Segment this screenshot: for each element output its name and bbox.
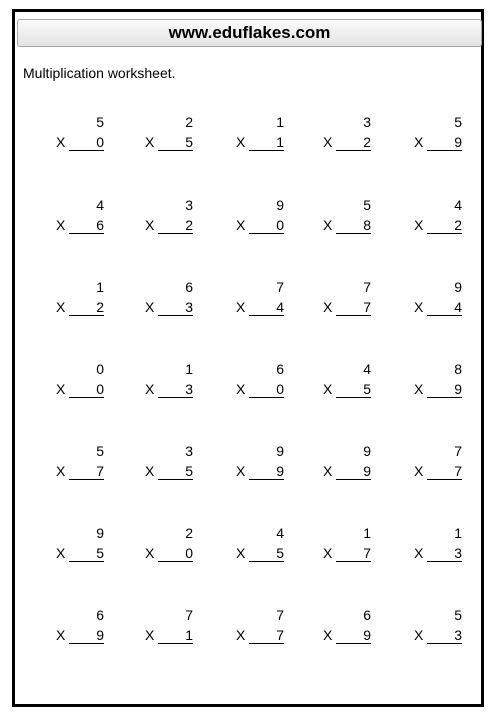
multiplication-problem	[56, 197, 104, 233]
answer-line	[69, 479, 104, 480]
multiplicand: 6	[276, 361, 284, 377]
multiplier: 2	[96, 299, 104, 315]
multiplier: 6	[96, 217, 104, 233]
answer-line	[158, 479, 193, 480]
multiplication-problem	[145, 361, 193, 397]
answer-line	[249, 643, 284, 644]
multiplier: 1	[276, 134, 284, 150]
multiplicand: 5	[96, 443, 104, 459]
answer-line	[69, 315, 104, 316]
multiply-sign: X	[236, 627, 246, 643]
answer-line	[158, 397, 193, 398]
multiplicand: 7	[363, 279, 371, 295]
answer-line	[69, 150, 104, 151]
multiplier: 7	[454, 463, 462, 479]
answer-line	[427, 233, 462, 234]
answer-line	[336, 479, 371, 480]
multiply-sign: X	[145, 217, 155, 233]
multiplication-problem	[236, 279, 284, 315]
answer-line	[69, 233, 104, 234]
site-header: www.eduflakes.com	[17, 19, 482, 47]
multiplication-problem	[414, 443, 462, 479]
multiplication-problem	[236, 607, 284, 643]
multiplier: 2	[363, 134, 371, 150]
multiplier: 3	[185, 299, 193, 315]
answer-line	[158, 233, 193, 234]
multiplication-problem	[145, 197, 193, 233]
multiplication-problem	[414, 525, 462, 561]
multiply-sign: X	[56, 299, 66, 315]
multiplication-problem	[236, 361, 284, 397]
multiply-sign: X	[414, 463, 424, 479]
multiplier: 3	[454, 627, 462, 643]
answer-line	[336, 397, 371, 398]
answer-line	[249, 397, 284, 398]
multiplicand: 0	[96, 361, 104, 377]
multiplicand: 5	[454, 607, 462, 623]
multiplicand: 2	[185, 114, 193, 130]
multiplication-problem	[236, 443, 284, 479]
multiplication-problem	[414, 361, 462, 397]
multiplier: 0	[276, 217, 284, 233]
multiplier: 9	[96, 627, 104, 643]
multiply-sign: X	[56, 545, 66, 561]
multiplier: 7	[96, 463, 104, 479]
multiplier: 7	[276, 627, 284, 643]
multiplication-problem	[56, 525, 104, 561]
multiplicand: 9	[276, 197, 284, 213]
answer-line	[427, 643, 462, 644]
multiply-sign: X	[323, 134, 333, 150]
multiply-sign: X	[236, 463, 246, 479]
multiply-sign: X	[414, 381, 424, 397]
answer-line	[427, 561, 462, 562]
multiplicand: 5	[454, 114, 462, 130]
multiply-sign: X	[323, 627, 333, 643]
multiply-sign: X	[323, 217, 333, 233]
multiplication-problem	[56, 443, 104, 479]
answer-line	[427, 479, 462, 480]
multiplicand: 1	[96, 279, 104, 295]
answer-line	[249, 315, 284, 316]
multiplier: 5	[96, 545, 104, 561]
multiplication-problem	[414, 197, 462, 233]
multiply-sign: X	[323, 545, 333, 561]
multiply-sign: X	[236, 299, 246, 315]
multiplicand: 4	[96, 197, 104, 213]
multiplication-problem	[323, 607, 371, 643]
multiply-sign: X	[145, 627, 155, 643]
multiplier: 2	[454, 217, 462, 233]
multiplier: 7	[363, 299, 371, 315]
multiplication-problem	[145, 279, 193, 315]
answer-line	[158, 315, 193, 316]
multiply-sign: X	[414, 627, 424, 643]
multiplier: 9	[454, 381, 462, 397]
multiplicand: 9	[96, 525, 104, 541]
multiplication-problem	[323, 279, 371, 315]
multiply-sign: X	[56, 627, 66, 643]
multiply-sign: X	[236, 381, 246, 397]
multiplicand: 5	[363, 197, 371, 213]
multiply-sign: X	[414, 299, 424, 315]
multiplier: 4	[276, 299, 284, 315]
answer-line	[158, 561, 193, 562]
multiplier: 5	[185, 134, 193, 150]
multiply-sign: X	[56, 134, 66, 150]
multiplicand: 1	[185, 361, 193, 377]
answer-line	[249, 150, 284, 151]
multiplication-problem	[236, 197, 284, 233]
multiply-sign: X	[236, 545, 246, 561]
multiplication-problem	[323, 197, 371, 233]
multiplier: 9	[454, 134, 462, 150]
multiplicand: 1	[276, 114, 284, 130]
multiplicand: 7	[185, 607, 193, 623]
multiplier: 0	[96, 134, 104, 150]
multiplier: 5	[276, 545, 284, 561]
multiplier: 2	[185, 217, 193, 233]
multiplicand: 4	[454, 197, 462, 213]
multiplication-problem	[56, 279, 104, 315]
multiplier: 7	[363, 545, 371, 561]
multiplicand: 5	[96, 114, 104, 130]
multiplication-problem	[56, 114, 104, 150]
multiplicand: 3	[185, 197, 193, 213]
multiplicand: 9	[363, 443, 371, 459]
multiplication-problem	[56, 607, 104, 643]
answer-line	[427, 397, 462, 398]
multiply-sign: X	[414, 134, 424, 150]
multiply-sign: X	[145, 134, 155, 150]
answer-line	[158, 643, 193, 644]
multiplier: 9	[363, 463, 371, 479]
multiplicand: 4	[363, 361, 371, 377]
multiplier: 0	[276, 381, 284, 397]
multiplicand: 8	[454, 361, 462, 377]
multiplication-problem	[145, 114, 193, 150]
answer-line	[427, 150, 462, 151]
answer-line	[427, 315, 462, 316]
answer-line	[69, 561, 104, 562]
answer-line	[336, 561, 371, 562]
multiplication-problem	[323, 361, 371, 397]
multiplicand: 6	[363, 607, 371, 623]
multiply-sign: X	[145, 299, 155, 315]
answer-line	[158, 150, 193, 151]
answer-line	[336, 233, 371, 234]
multiplicand: 9	[276, 443, 284, 459]
multiplication-problem	[236, 525, 284, 561]
multiplicand: 4	[276, 525, 284, 541]
multiplicand: 7	[276, 607, 284, 623]
multiplicand: 2	[185, 525, 193, 541]
multiplier: 5	[363, 381, 371, 397]
multiplication-problem	[145, 607, 193, 643]
multiply-sign: X	[323, 463, 333, 479]
multiply-sign: X	[56, 463, 66, 479]
multiplier: 0	[96, 381, 104, 397]
multiply-sign: X	[56, 381, 66, 397]
answer-line	[249, 561, 284, 562]
multiplier: 4	[454, 299, 462, 315]
multiplication-problem	[323, 114, 371, 150]
multiplier: 9	[363, 627, 371, 643]
answer-line	[336, 315, 371, 316]
multiply-sign: X	[145, 545, 155, 561]
answer-line	[69, 643, 104, 644]
multiplicand: 7	[454, 443, 462, 459]
multiply-sign: X	[56, 217, 66, 233]
multiplicand: 3	[363, 114, 371, 130]
multiplication-problem	[414, 607, 462, 643]
multiply-sign: X	[236, 134, 246, 150]
multiplicand: 9	[454, 279, 462, 295]
multiply-sign: X	[236, 217, 246, 233]
answer-line	[69, 397, 104, 398]
multiplier: 8	[363, 217, 371, 233]
multiply-sign: X	[323, 381, 333, 397]
multiplication-problem	[236, 114, 284, 150]
multiplier: 5	[185, 463, 193, 479]
multiply-sign: X	[145, 463, 155, 479]
multiplier: 0	[185, 545, 193, 561]
multiplication-problem	[323, 443, 371, 479]
multiplier: 9	[276, 463, 284, 479]
answer-line	[249, 233, 284, 234]
answer-line	[249, 479, 284, 480]
multiplicand: 3	[185, 443, 193, 459]
multiply-sign: X	[414, 217, 424, 233]
multiplier: 3	[185, 381, 193, 397]
multiply-sign: X	[414, 545, 424, 561]
multiplier: 3	[454, 545, 462, 561]
multiplication-problem	[414, 279, 462, 315]
answer-line	[336, 150, 371, 151]
multiplicand: 1	[363, 525, 371, 541]
multiplicand: 6	[185, 279, 193, 295]
multiplication-problem	[414, 114, 462, 150]
multiplication-problem	[323, 525, 371, 561]
multiplication-problem	[145, 443, 193, 479]
worksheet-title: Multiplication worksheet.	[23, 65, 176, 81]
multiplication-problem	[56, 361, 104, 397]
multiplication-problem	[145, 525, 193, 561]
multiplicand: 1	[454, 525, 462, 541]
multiplicand: 6	[96, 607, 104, 623]
multiplicand: 7	[276, 279, 284, 295]
multiply-sign: X	[145, 381, 155, 397]
multiplier: 1	[185, 627, 193, 643]
multiply-sign: X	[323, 299, 333, 315]
answer-line	[336, 643, 371, 644]
